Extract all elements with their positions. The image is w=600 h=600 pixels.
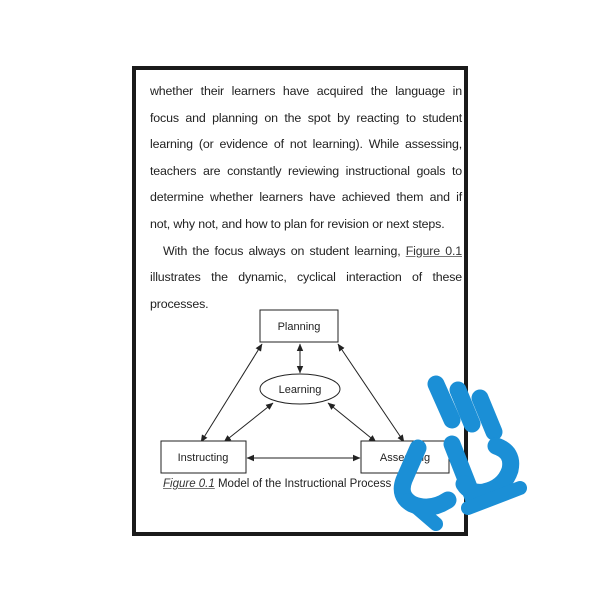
planning-label: Planning [277,321,321,333]
paragraph-2-rest: illustrates the dynamic, cyclical interaction of these processes. [150,270,462,311]
paragraph-2-lead: With the focus always on student learning, [163,243,406,258]
instructing-label: Instructing [177,452,229,464]
figure-caption-text: Model of the Instructional Process [214,478,392,490]
learning-label: Learning [278,384,322,396]
figure-caption-number: Figure 0.1 [163,478,215,490]
figure-reference-link[interactable]: Figure 0.1 [405,243,462,258]
paragraph-1: whether their learners have acquired the language in focus and planning on the spot by reacting to student learning (or evidence of not learning). While assessing, teachers are constantly reviewing instructional goals to determine whether learners have achieved them and if not, why not, and how to plan for revision or next steps. [150,84,462,231]
assessing-label: Assessing [379,452,431,464]
